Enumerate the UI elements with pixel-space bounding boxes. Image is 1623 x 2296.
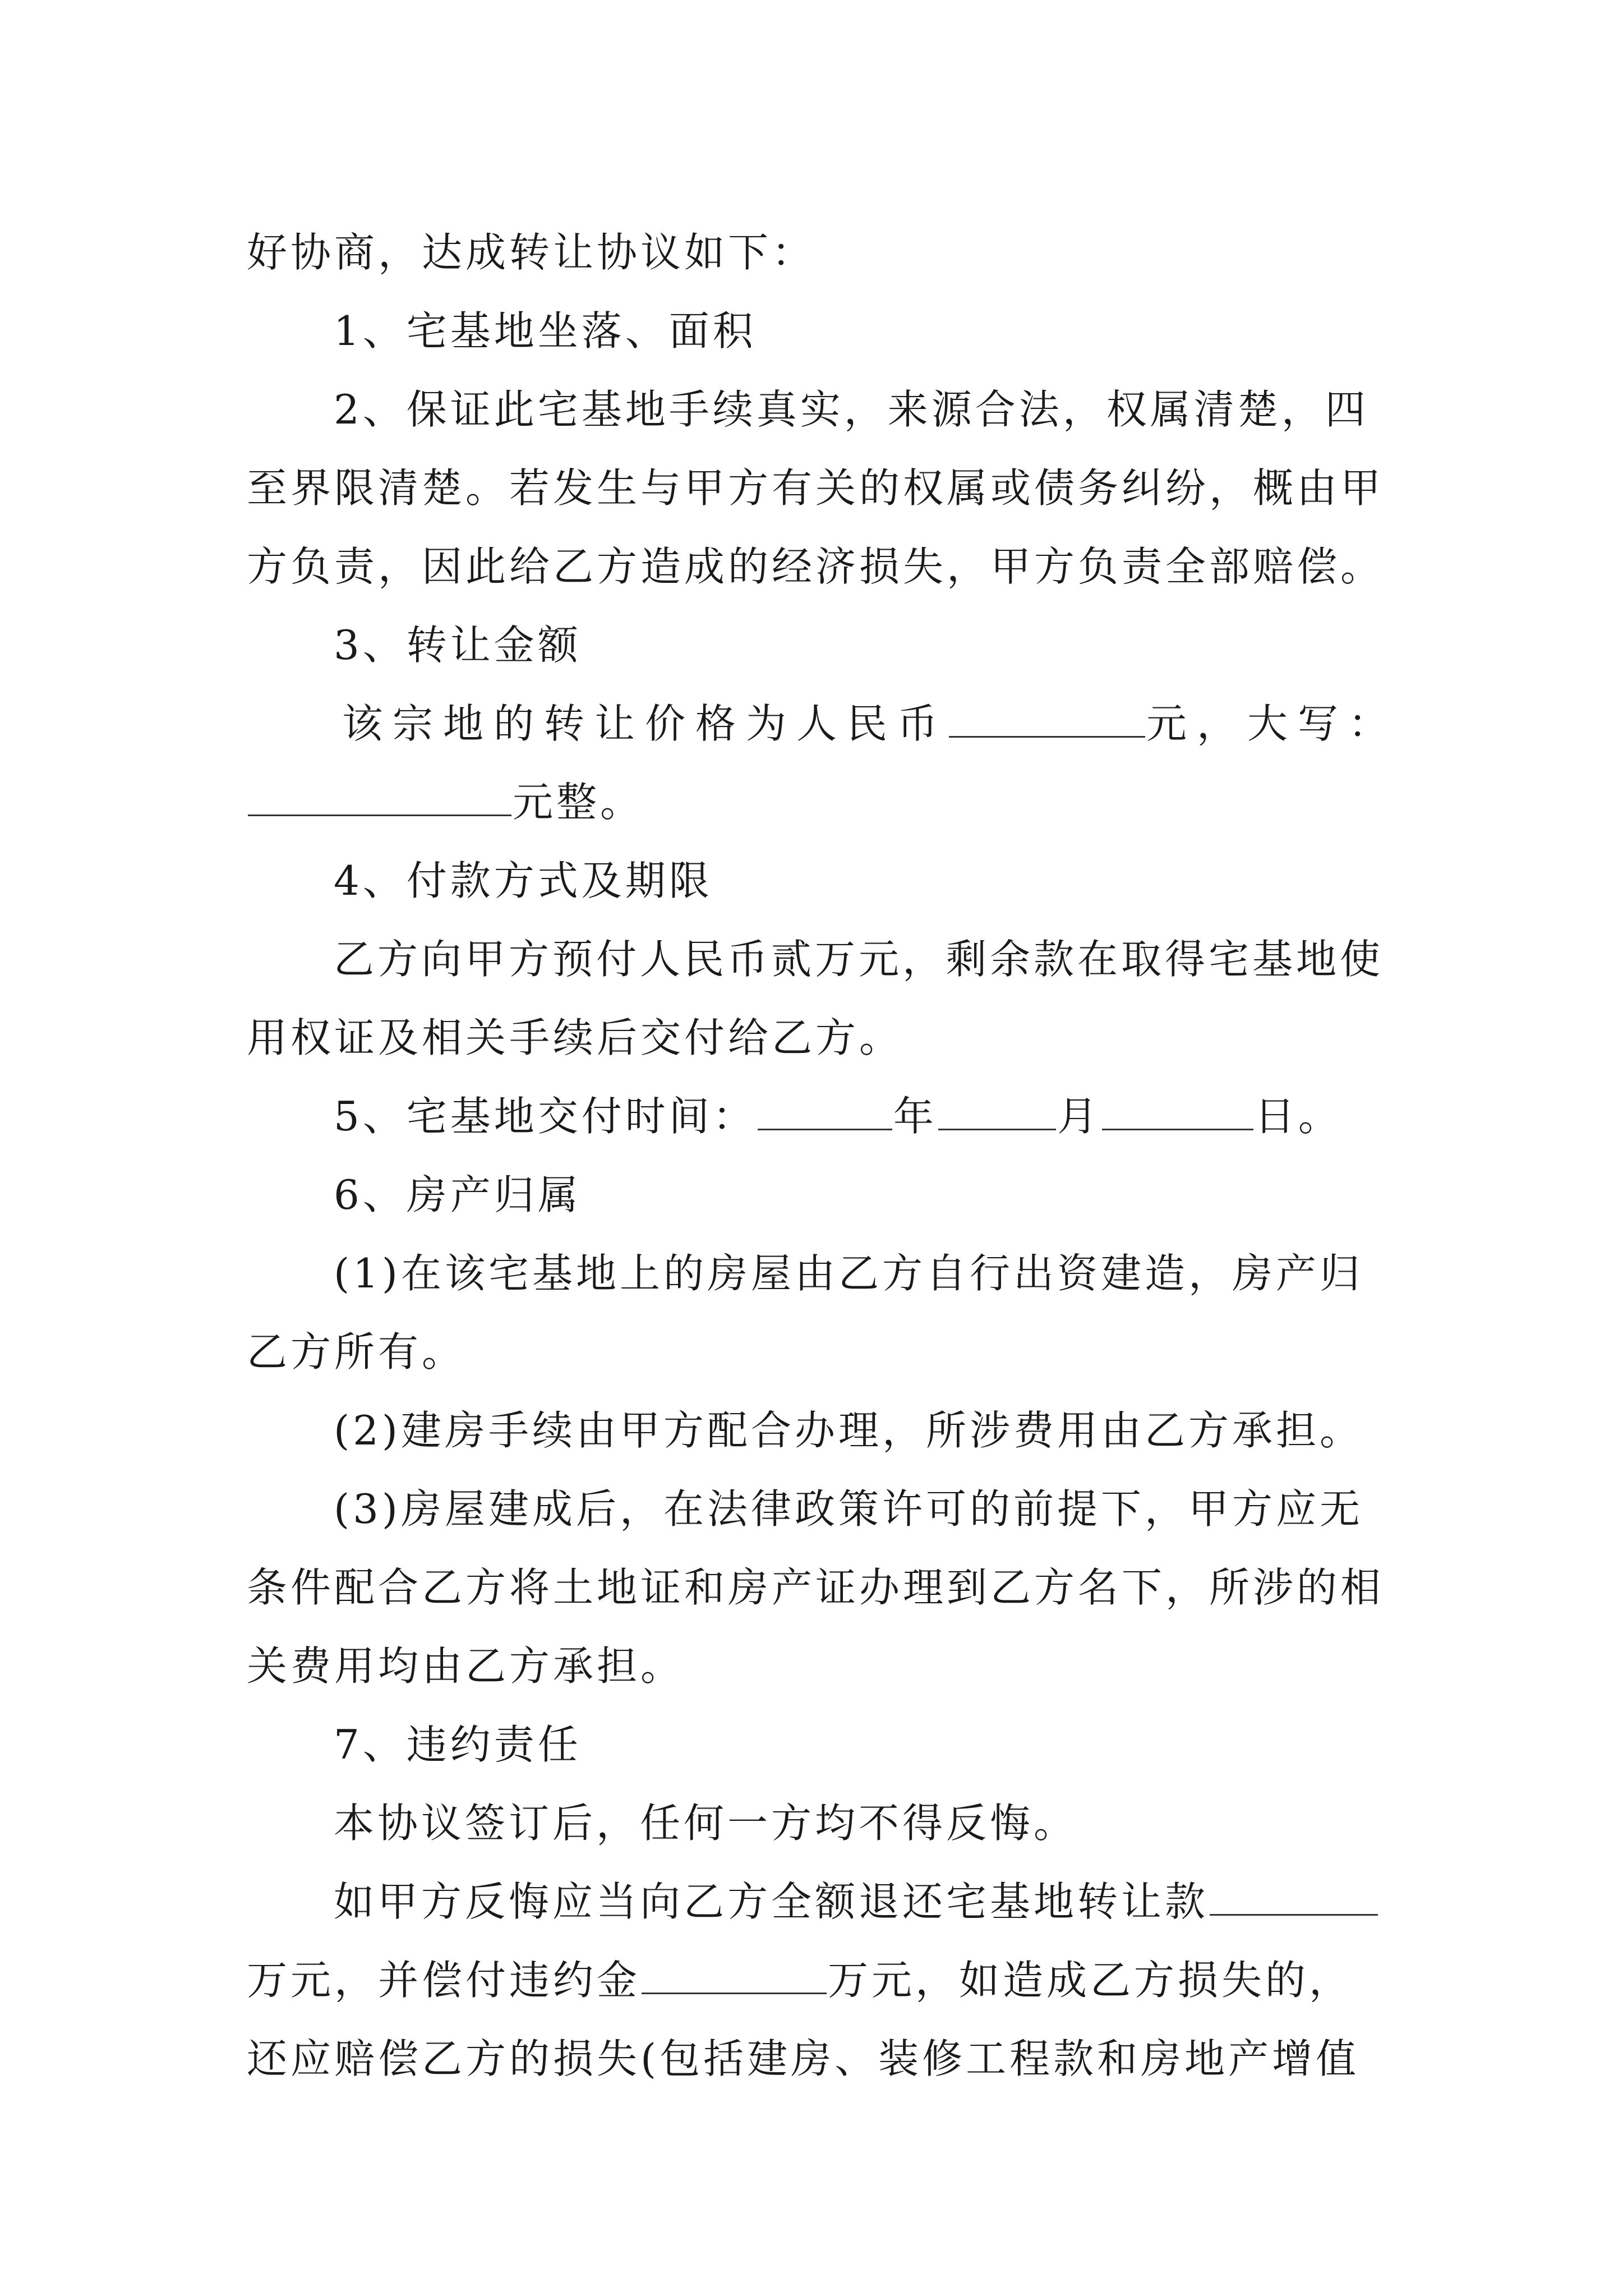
section-heading-ownership: 6、房产归属 (334, 1171, 582, 1218)
price-line (247, 684, 1399, 763)
penalty-label: 万元，并偿付违约金 (247, 1957, 641, 2004)
section-heading-location-area: 1、宅基地坐落、面积 (334, 307, 757, 355)
paragraph-line: (1)在该宅基地上的房屋由乙方自行出资建造，房产归 (334, 1250, 1363, 1297)
delivery-date-line (247, 1077, 1385, 1156)
price-label: 该宗地的转让价格为人民币 (342, 700, 948, 747)
penalty-line (247, 1941, 1385, 2019)
paragraph-line: 至界限清楚。若发生与甲方有关的权属或债务纠纷，概由甲 (247, 464, 1385, 512)
paragraph-line: 还应赔偿乙方的损失(包括建房、装修工程款和房地产增值 (247, 2035, 1360, 2082)
refund-line (247, 1862, 1385, 1941)
month-blank (938, 1094, 1056, 1130)
price-daxie-line (247, 763, 1385, 841)
paragraph-line: 条件配合乙方将土地证和房产证办理到乙方名下，所涉的相 (247, 1564, 1385, 1611)
day-label: 日。 (1254, 1093, 1342, 1140)
refund-label: 如甲方反悔应当向乙方全额退还宅基地转让款 (334, 1878, 1209, 1925)
section-heading-payment: 4、付款方式及期限 (334, 857, 713, 904)
paragraph-line: 好协商，达成转让协议如下： (247, 229, 816, 276)
delivery-date-label: 5、宅基地交付时间： (334, 1093, 757, 1140)
price-blank (949, 701, 1145, 738)
paragraph-line: (3)房屋建成后，在法律政策许可的前提下，甲方应无 (334, 1485, 1363, 1533)
price-daxie-blank (248, 780, 511, 816)
paragraph-line: 本协议签订后，任何一方均不得反悔。 (334, 1800, 1078, 1847)
month-label: 月 (1057, 1093, 1101, 1140)
day-blank (1102, 1094, 1253, 1130)
penalty-suffix: 万元，如造成乙方损失的， (828, 1957, 1353, 2004)
refund-blank (1210, 1879, 1378, 1916)
paragraph-line: 关费用均由乙方承担。 (247, 1642, 685, 1690)
year-blank (758, 1094, 892, 1130)
paragraph-line: 2、保证此宅基地手续真实，来源合法，权属清楚，四 (334, 386, 1369, 433)
paragraph-line: 用权证及相关手续后交付给乙方。 (247, 1014, 903, 1061)
document-body (247, 213, 1399, 2098)
paragraph-line: 乙方所有。 (247, 1328, 466, 1375)
section-heading-breach: 7、违约责任 (334, 1721, 582, 1768)
section-heading-transfer-amount: 3、转让金额 (334, 622, 582, 669)
price-daxie-suffix: 元整。 (513, 779, 644, 826)
penalty-blank (642, 1958, 827, 1994)
paragraph-line: (2)建房手续由甲方配合办理，所涉费用由乙方承担。 (334, 1407, 1363, 1454)
price-daxie-label: 元，大写： (1146, 700, 1399, 747)
year-label: 年 (893, 1093, 937, 1140)
paragraph-line: 方负责，因此给乙方造成的经济损失，甲方负责全部赔偿。 (247, 543, 1385, 590)
paragraph-line: 乙方向甲方预付人民币贰万元，剩余款在取得宅基地使 (334, 936, 1384, 983)
